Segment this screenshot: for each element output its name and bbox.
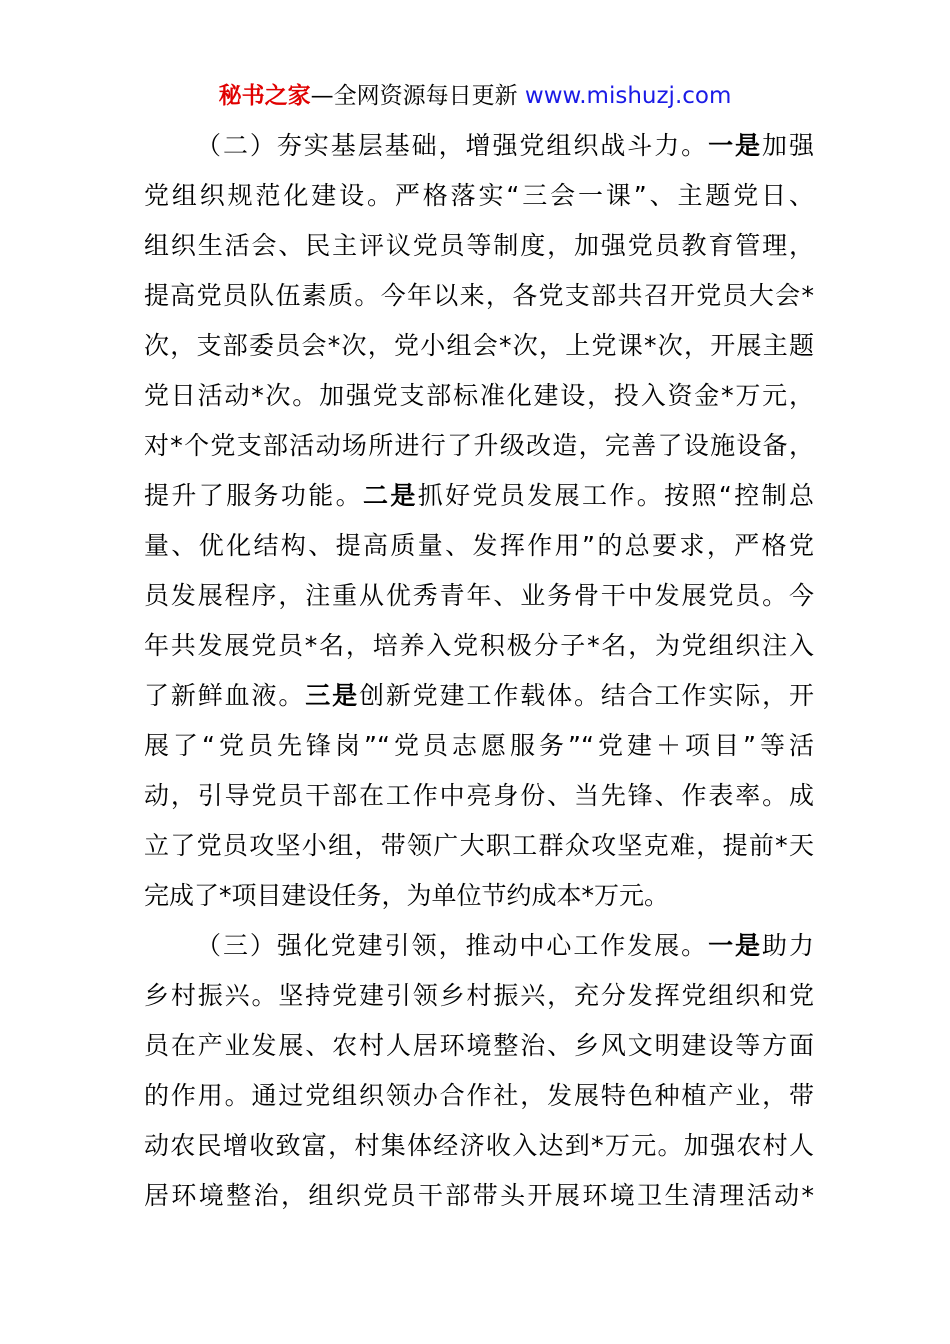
paragraph-line: 员在产业发展、农村人居环境整治、乡风文明建设等方面 xyxy=(144,1031,814,1060)
keyword-bold: 二是 xyxy=(363,481,418,510)
paragraph-line: 对*个党支部活动场所进行了升级改造，完善了设施设备， xyxy=(144,431,814,460)
document-body xyxy=(144,121,814,1221)
paragraph-line: 提高党员队伍素质。今年以来，各党支部共召开党员大会* xyxy=(144,281,814,310)
paragraph xyxy=(144,121,814,921)
paragraph-line: 党日活动*次。加强党支部标准化建设，投入资金*万元， xyxy=(144,381,814,410)
paragraph-line: 完成了*项目建设任务，为单位节约成本*万元。 xyxy=(144,881,670,910)
paragraph-line: 员发展程序，注重从优秀青年、业务骨干中发展党员。今 xyxy=(144,581,814,610)
header-tagline: —全网资源每日更新 xyxy=(310,83,518,109)
paragraph-line: 组织生活会、民主评议党员等制度，加强党员教育管理， xyxy=(144,231,814,260)
paragraph-line: 提升了服务功能。二是抓好党员发展工作。按照“控制总 xyxy=(144,481,814,510)
paragraph-line: 展了“党员先锋岗”“党员志愿服务”“党建＋项目”等活 xyxy=(144,731,814,760)
paragraph-line: 次，支部委员会*次，党小组会*次，上党课*次，开展主题 xyxy=(144,331,814,360)
site-url-link[interactable]: www.mishuzj.com xyxy=(524,83,732,109)
keyword-bold: 一是 xyxy=(708,131,763,160)
paragraph-line: 动农民增收致富，村集体经济收入达到*万元。加强农村人 xyxy=(144,1131,814,1160)
keyword-bold: 三是 xyxy=(305,681,359,710)
paragraph-line: 的作用。通过党组织领办合作社，发展特色种植产业，带 xyxy=(144,1081,814,1110)
brand-name: 秘书之家 xyxy=(218,83,311,109)
paragraph-line: （二）夯实基层基础，增强党组织战斗力。一是加强 xyxy=(196,131,814,160)
paragraph xyxy=(144,921,814,1221)
paragraph-line: 量、优化结构、提高质量、发挥作用”的总要求，严格党 xyxy=(144,531,814,560)
paragraph-line: 了新鲜血液。三是创新党建工作载体。结合工作实际，开 xyxy=(144,681,814,710)
paragraph-line: 党组织规范化建设。严格落实“三会一课”、主题党日、 xyxy=(144,181,814,210)
site-header xyxy=(0,80,950,112)
paragraph-line: 立了党员攻坚小组，带领广大职工群众攻坚克难，提前*天 xyxy=(144,831,814,860)
paragraph-line: 乡村振兴。坚持党建引领乡村振兴，充分发挥党组织和党 xyxy=(144,981,814,1010)
paragraph-line: （三）强化党建引领，推动中心工作发展。一是助力 xyxy=(196,931,814,960)
keyword-bold: 一是 xyxy=(708,931,763,960)
paragraph-line: 居环境整治，组织党员干部带头开展环境卫生清理活动* xyxy=(144,1181,814,1210)
paragraph-line: 动，引导党员干部在工作中亮身份、当先锋、作表率。成 xyxy=(144,781,814,810)
paragraph-line: 年共发展党员*名，培养入党积极分子*名，为党组织注入 xyxy=(144,631,814,660)
